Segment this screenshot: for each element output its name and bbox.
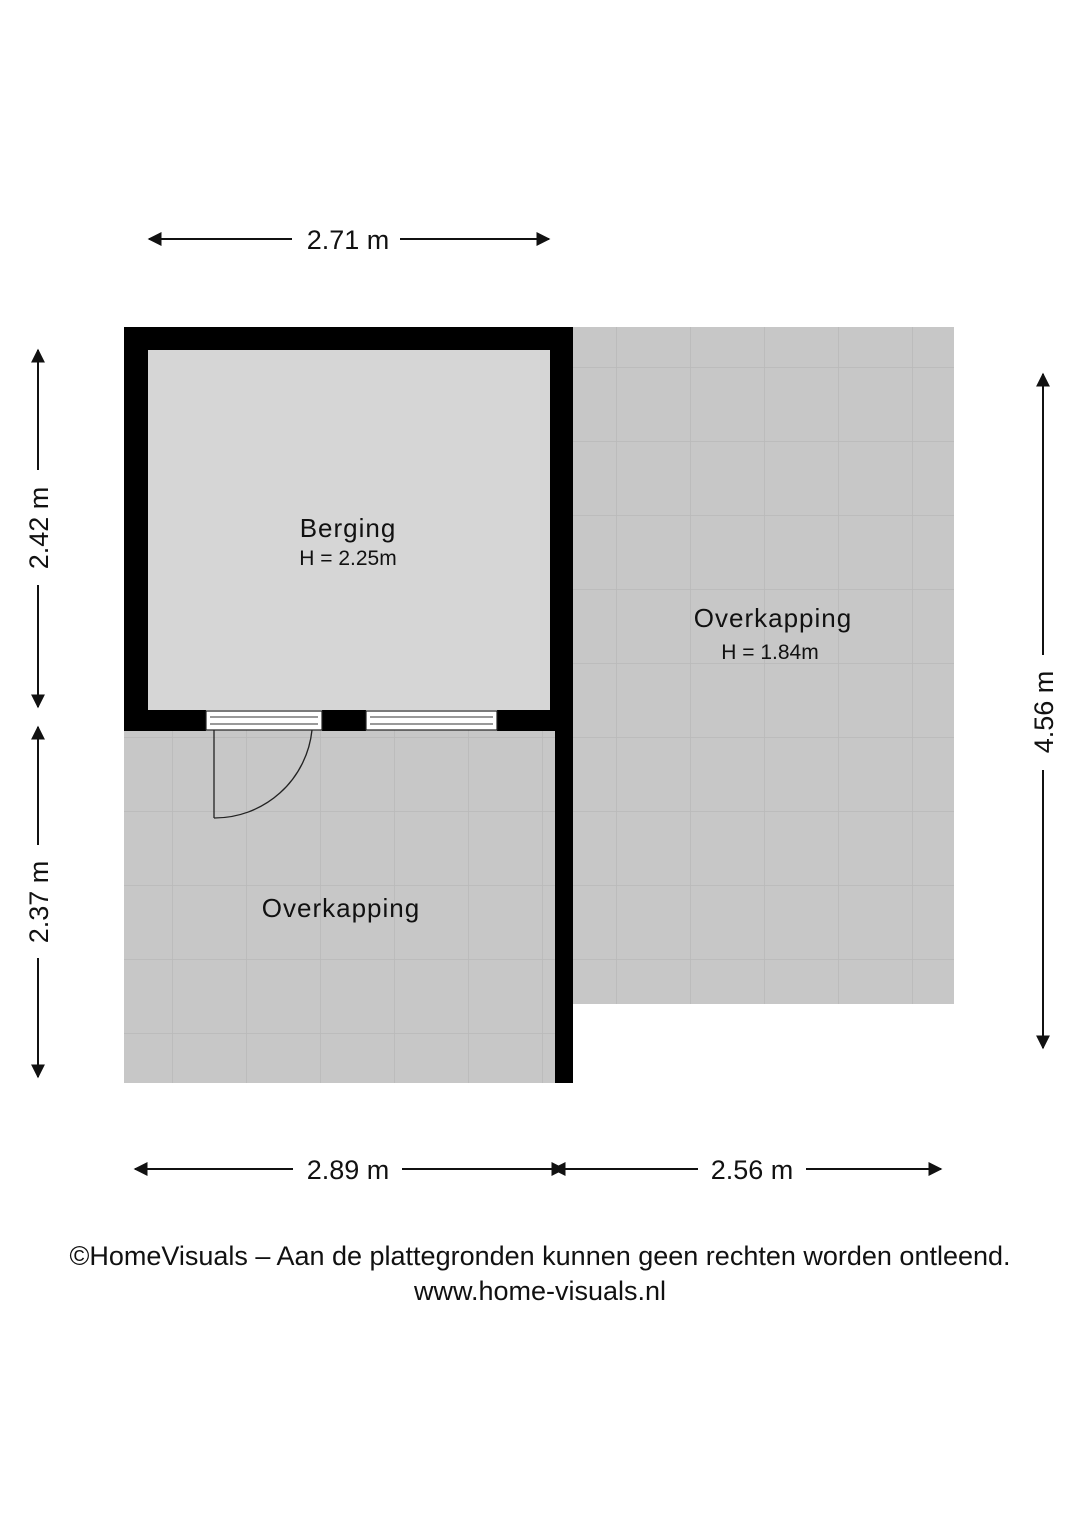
dim-left-upper-label: 2.42 m (24, 486, 54, 570)
berging-height-label: H = 2.25m (299, 547, 397, 570)
footer-disclaimer: ©HomeVisuals – Aan de plattegronden kunnen geen rechten worden ontleend. (69, 1241, 1011, 1271)
dim-top-width-label: 2.71 m (306, 225, 390, 255)
overkapping-right-label: Overkapping (693, 603, 853, 633)
overkapping-right-height-label: H = 1.84m (721, 641, 819, 664)
footer-url: www.home-visuals.nl (413, 1276, 667, 1306)
overkapping-right-area (572, 327, 954, 1004)
dim-left-lower-label: 2.37 m (24, 860, 54, 944)
berging-label: Berging (299, 513, 397, 543)
dim-bottom-left-label: 2.89 m (306, 1155, 390, 1185)
dim-bottom-right-label: 2.56 m (710, 1155, 794, 1185)
window (366, 711, 497, 730)
overkapping-left-label: Overkapping (261, 893, 421, 923)
dim-right-height-label: 4.56 m (1029, 670, 1059, 754)
